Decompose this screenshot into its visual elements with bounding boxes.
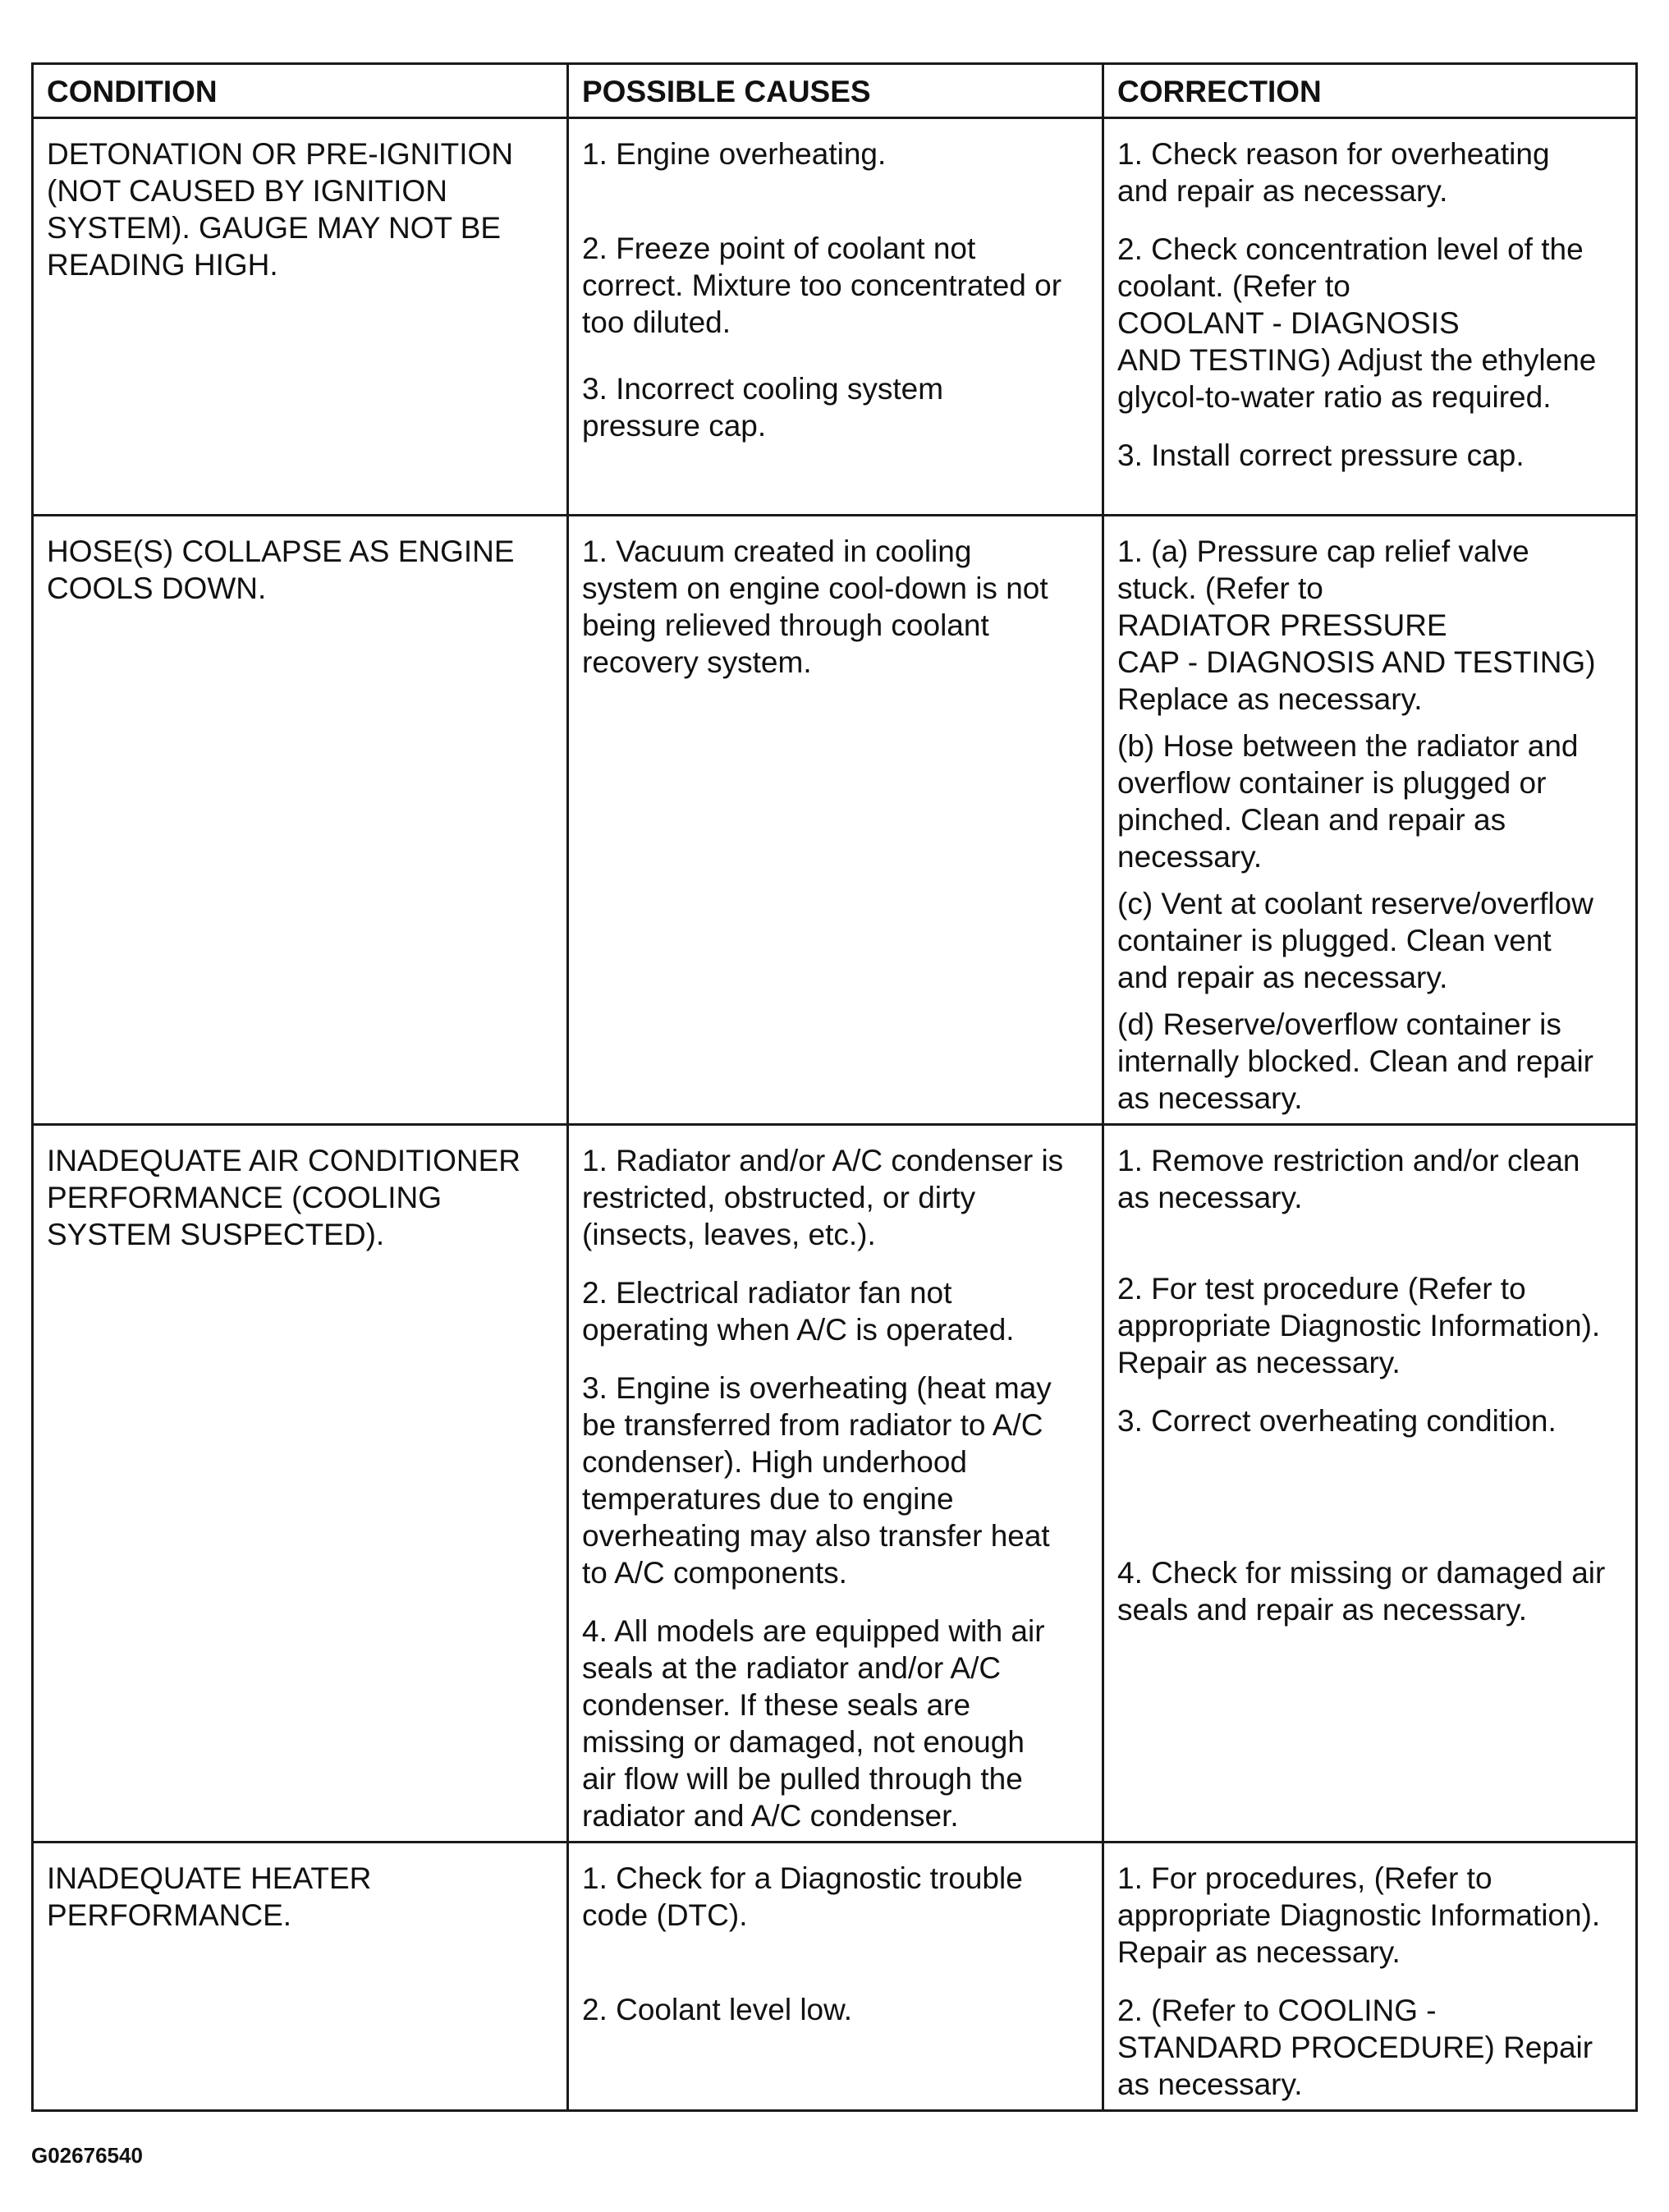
correction-item: 1. Check reason for overheating and repair as necessary. xyxy=(1117,137,1550,208)
condition-text: INADEQUATE AIR CONDITIONER PERFORMANCE (COOLING SYSTEM SUSPECTED). xyxy=(47,1144,520,1251)
condition-text: INADEQUATE HEATER PERFORMANCE. xyxy=(47,1861,372,1932)
condition-text: DETONATION OR PRE-IGNITION (NOT CAUSED BY IGNITION SYSTEM). GAUGE MAY NOT BE READING HIGH. xyxy=(47,137,514,282)
condition-cell xyxy=(33,516,568,1125)
correction-item: 2. Check concentration level of the coolant. (Refer to COOLANT - DIAGNOSIS AND TESTING) Adjust the ethylene glycol-to-water ratio as required. xyxy=(1117,232,1597,414)
correction-cell xyxy=(1103,1843,1637,2111)
cause-item: 2. Freeze point of coolant not correct. Mixture too concentrated or too diluted. xyxy=(582,232,1062,339)
cause-item: 1. Radiator and/or A/C condenser is restricted, obstructed, or dirty (insects, leaves, etc.). xyxy=(582,1144,1064,1251)
correction-item: (c) Vent at coolant reserve/overflow container is plugged. Clean vent and repair as necessary. xyxy=(1117,887,1593,994)
table-row xyxy=(33,1843,1637,2111)
correction-item: (b) Hose between the radiator and overflow container is plugged or pinched. Clean and repair as necessary. xyxy=(1117,729,1579,874)
condition-cell xyxy=(33,118,568,516)
correction-item: (d) Reserve/overflow container is internally blocked. Clean and repair as necessary. xyxy=(1117,1007,1594,1115)
cause-item: 2. Coolant level low. xyxy=(582,1993,853,2026)
table-body xyxy=(33,118,1637,2111)
figure-code: G02676540 xyxy=(31,2143,143,2168)
header-possible-causes: POSSIBLE CAUSES xyxy=(568,64,1103,118)
cause-item: 3. Engine is overheating (heat may be transferred from radiator to A/C condenser). High underhood temperatures due to engine overheating may also transfer heat to A/C components. xyxy=(582,1371,1052,1590)
correction-item: 3. Correct overheating condition. xyxy=(1117,1404,1557,1438)
table-header-row xyxy=(33,64,1637,118)
condition-text: HOSE(S) COLLAPSE AS ENGINE COOLS DOWN. xyxy=(47,535,515,605)
possible-causes-cell xyxy=(568,516,1103,1125)
correction-item: 1. (a) Pressure cap relief valve stuck. (Refer to RADIATOR PRESSURE CAP - DIAGNOSIS AND TESTING) Replace as necessary. xyxy=(1117,535,1596,716)
cause-item: 3. Incorrect cooling system pressure cap. xyxy=(582,372,944,443)
correction-item: 1. For procedures, (Refer to appropriate Diagnostic Information). Repair as necessary. xyxy=(1117,1861,1601,1969)
cause-item: 4. All models are equipped with air seals at the radiator and/or A/C condenser. If these seals are missing or damaged, not enough air flow will be pulled through the radiator and A/C condenser. xyxy=(582,1614,1045,1833)
correction-item: 2. For test procedure (Refer to appropriate Diagnostic Information). Repair as necessary. xyxy=(1117,1272,1601,1379)
correction-item: 1. Remove restriction and/or clean as necessary. xyxy=(1117,1144,1580,1214)
table-row xyxy=(33,1125,1637,1843)
table-row xyxy=(33,118,1637,516)
cause-item: 1. Check for a Diagnostic trouble code (DTC). xyxy=(582,1861,1023,1932)
cause-item: 1. Vacuum created in cooling system on engine cool-down is not being relieved through coolant recovery system. xyxy=(582,535,1048,679)
correction-item: 2. (Refer to COOLING - STANDARD PROCEDURE) Repair as necessary. xyxy=(1117,1994,1593,2101)
cause-item: 1. Engine overheating. xyxy=(582,137,887,171)
condition-cell xyxy=(33,1125,568,1843)
condition-cell xyxy=(33,1843,568,2111)
correction-item: 4. Check for missing or damaged air seals and repair as necessary. xyxy=(1117,1556,1606,1627)
possible-causes-cell xyxy=(568,1125,1103,1843)
correction-cell xyxy=(1103,118,1637,516)
header-condition: CONDITION xyxy=(33,64,568,118)
correction-item: 3. Install correct pressure cap. xyxy=(1117,438,1525,472)
table-row xyxy=(33,516,1637,1125)
possible-causes-cell xyxy=(568,118,1103,516)
cause-item: 2. Electrical radiator fan not operating when A/C is operated. xyxy=(582,1276,1015,1347)
correction-cell xyxy=(1103,1125,1637,1843)
header-correction: CORRECTION xyxy=(1103,64,1637,118)
possible-causes-cell xyxy=(568,1843,1103,2111)
correction-cell xyxy=(1103,516,1637,1125)
diagnosis-table xyxy=(31,62,1638,2112)
